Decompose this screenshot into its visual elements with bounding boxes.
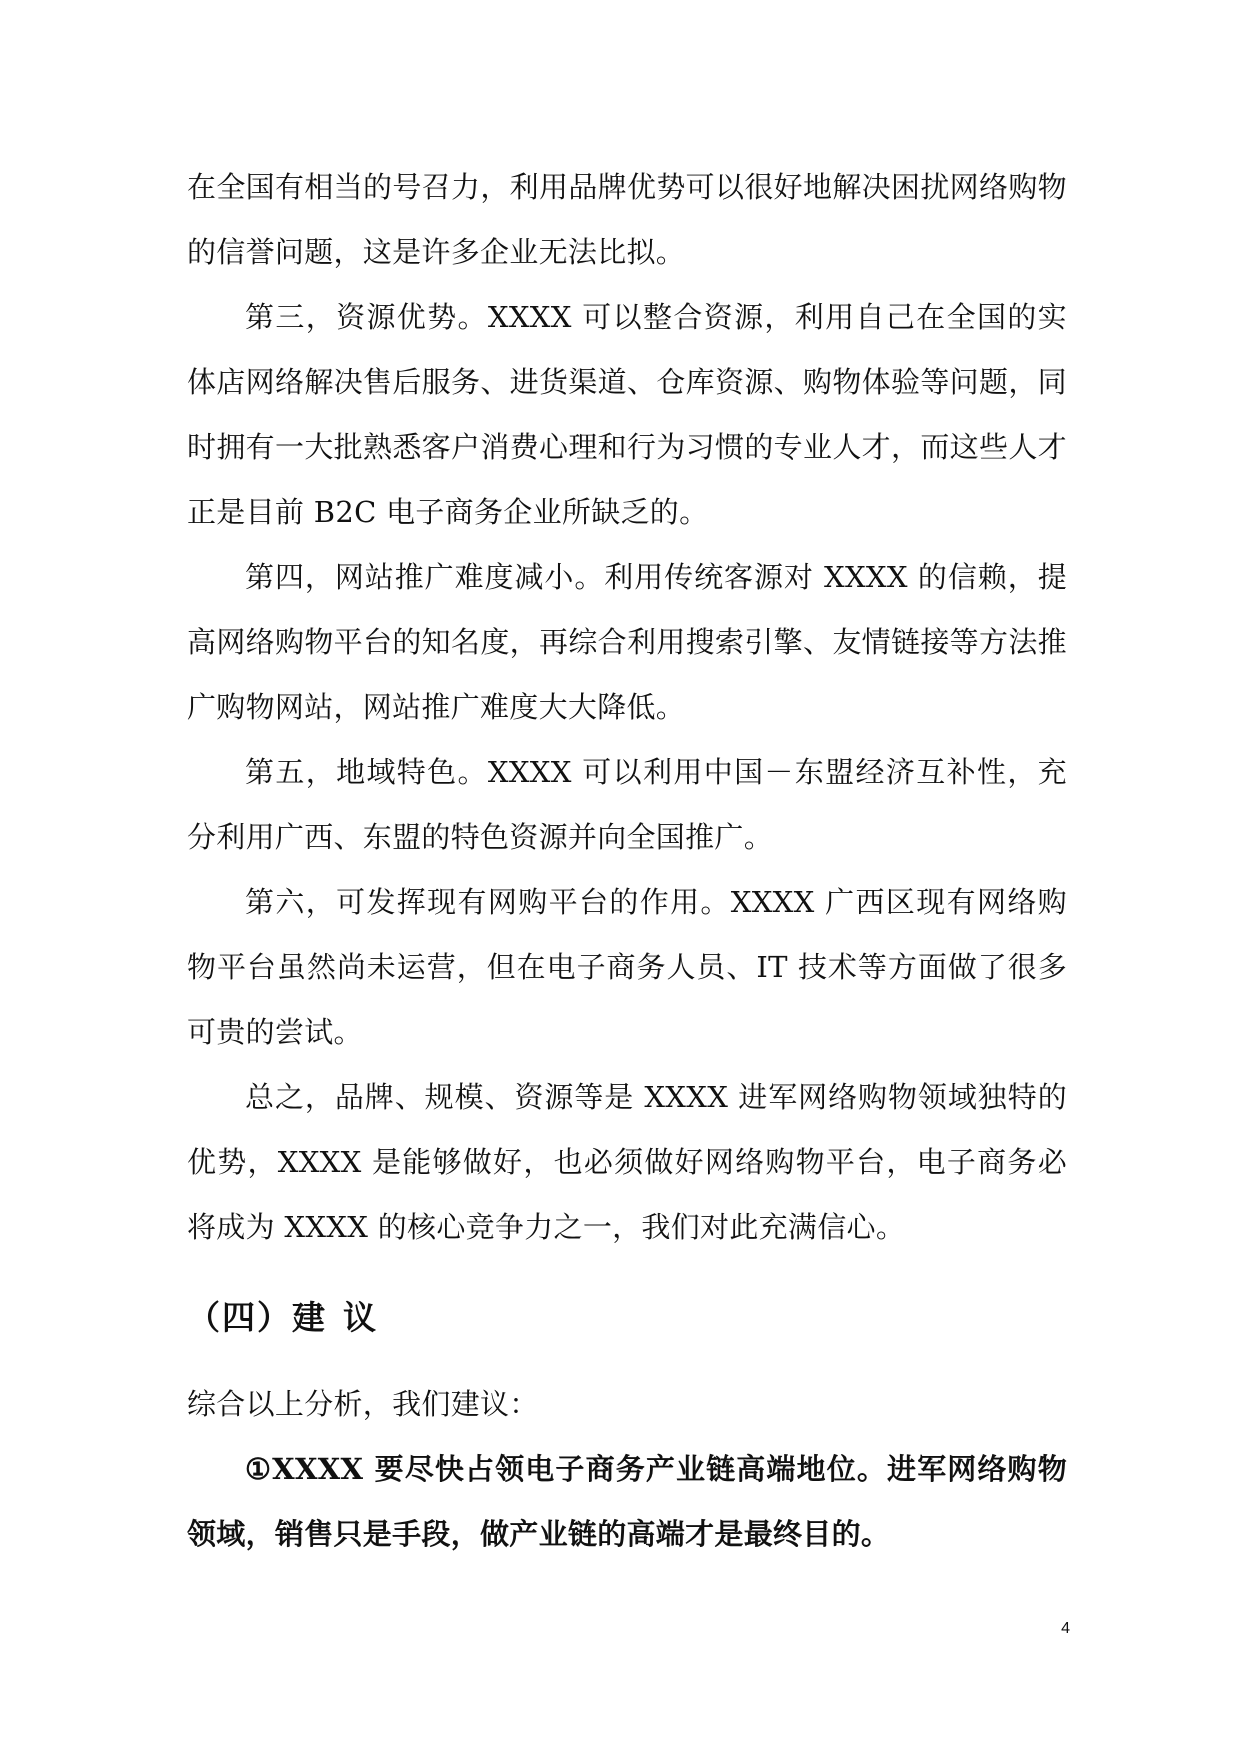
paragraph-resource-advantage: 第三，资源优势。XXXX 可以整合资源，利用自己在全国的实体店网络解决售后服务、进货渠道、仓库资源、购物体验等问题，同时拥有一大批熟悉客户消费心理和行为习惯的专业人才，而这些人才正是目前 B2C 电子商务企业所缺乏的。 [187, 300, 1067, 529]
page-number: 4 [1061, 1620, 1070, 1637]
recommendation-item: ①XXXX 要尽快占领电子商务产业链高端地位。进军网络购物领域，销售只是手段，做产业链的高端才是最终目的。 [187, 1452, 1067, 1551]
section-title: 建议 [292, 1298, 394, 1337]
paragraph-existing-platform: 第六，可发挥现有网购平台的作用。XXXX 广西区现有网络购物平台虽然尚未运营，但在电子商务人员、IT 技术等方面做了很多可贵的尝试。 [187, 885, 1067, 1049]
paragraph-regional-advantage: 第五，地域特色。XXXX 可以利用中国－东盟经济互补性，充分利用广西、东盟的特色资源并向全国推广。 [187, 755, 1067, 854]
recommendation-lead: 综合以上分析，我们建议： [187, 1387, 539, 1421]
paragraph-brand-continuation: 在全国有相当的号召力，利用品牌优势可以很好地解决困扰网络购物的信誉问题，这是许多企业无法比拟。 [187, 170, 1067, 269]
section-heading [187, 1288, 1067, 1348]
section-number: （四） [187, 1298, 292, 1337]
paragraph-summary: 总之，品牌、规模、资源等是 XXXX 进军网络购物领域独特的优势，XXXX 是能够做好，也必须做好网络购物平台，电子商务必将成为 XXXX 的核心竞争力之一，我们对此充满信心。 [187, 1080, 1067, 1244]
paragraph-promotion-advantage: 第四，网站推广难度减小。利用传统客源对 XXXX 的信赖，提高网络购物平台的知名度，再综合利用搜索引擎、友情链接等方法推广购物网站，网站推广难度大大降低。 [187, 560, 1067, 724]
document-body [187, 155, 1067, 1567]
